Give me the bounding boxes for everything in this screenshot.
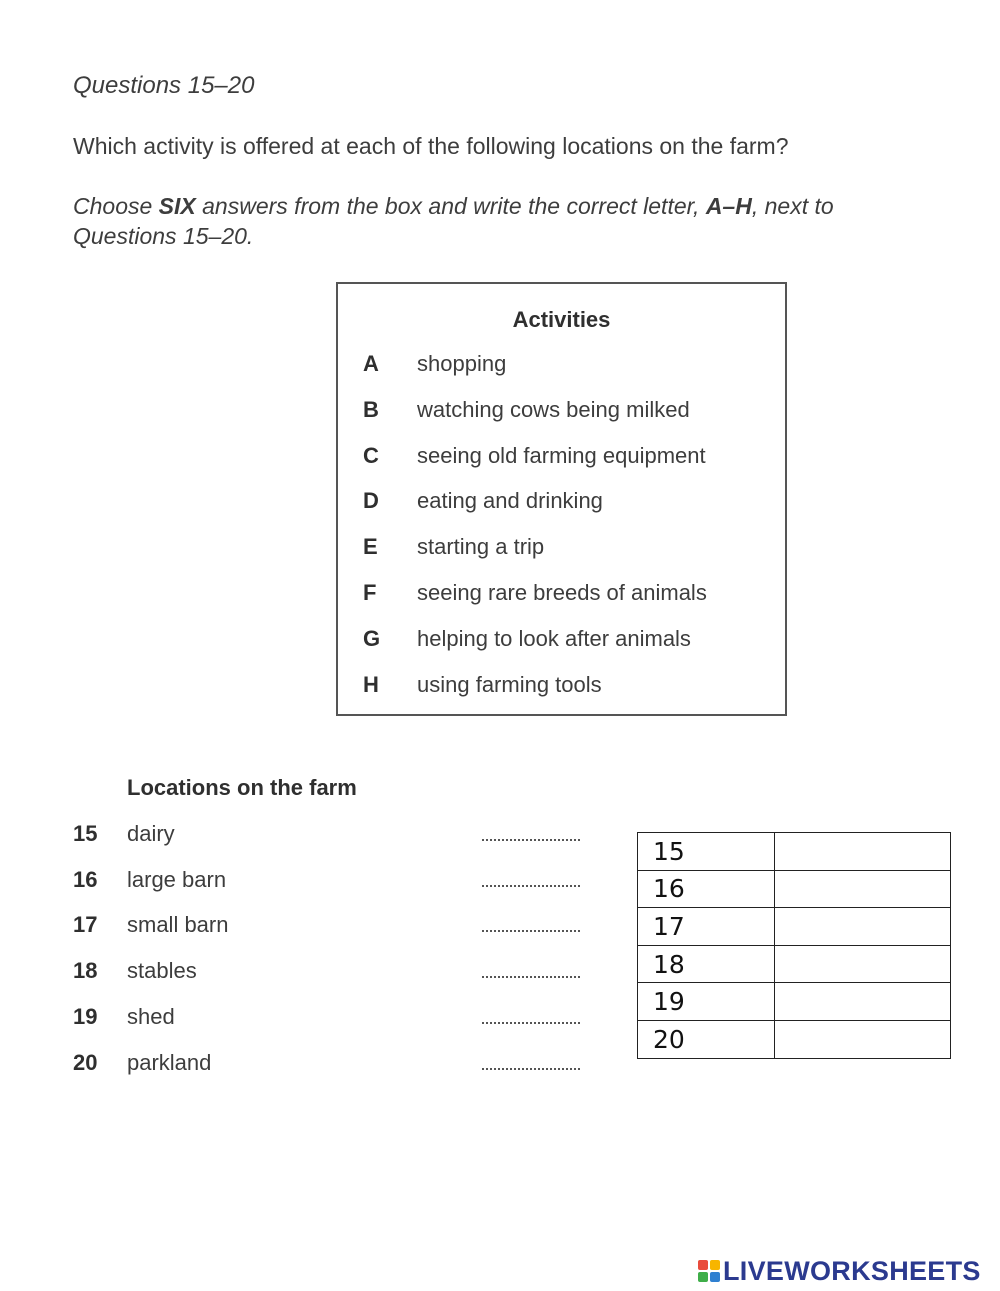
activity-letter: F	[363, 580, 377, 605]
activity-letter: A	[363, 351, 379, 376]
answer-dotted-line	[482, 1068, 580, 1070]
answer-dotted-line	[482, 839, 580, 841]
questions-title: Questions 15–20	[73, 72, 255, 99]
activity-text: starting a trip	[417, 534, 545, 559]
logo-block	[698, 1272, 708, 1282]
location-name: large barn	[127, 867, 227, 892]
logo-text: LIVEWORKSHEETS	[723, 1255, 981, 1286]
answer-row-number: 15	[638, 833, 775, 871]
location-item	[73, 867, 593, 897]
answer-input-cell[interactable]	[775, 1020, 951, 1058]
location-number: 19	[73, 1004, 98, 1029]
location-name: stables	[127, 958, 197, 983]
answer-row-number: 16	[638, 870, 775, 908]
answer-table	[637, 832, 951, 1059]
activity-letter: G	[363, 626, 381, 651]
answer-dotted-line	[482, 976, 580, 978]
logo-blocks-icon	[698, 1260, 720, 1282]
answer-row-number: 17	[638, 908, 775, 946]
table-row	[638, 833, 951, 871]
answer-dotted-line	[482, 930, 580, 932]
answer-row-number: 19	[638, 983, 775, 1021]
activity-text: seeing old farming equipment	[417, 443, 706, 468]
location-name: small barn	[127, 912, 229, 937]
location-name: shed	[127, 1004, 175, 1029]
activity-letter: C	[363, 443, 379, 468]
answer-input-cell[interactable]	[775, 908, 951, 946]
table-row	[638, 908, 951, 946]
activity-text: shopping	[417, 351, 507, 376]
question-text: Which activity is offered at each of the following locations on the farm?	[73, 133, 789, 159]
logo-block	[710, 1260, 720, 1270]
activity-letter: D	[363, 488, 379, 513]
answer-input-cell[interactable]	[775, 983, 951, 1021]
location-number: 17	[73, 912, 98, 937]
activities-box	[336, 282, 787, 716]
liveworksheets-logo	[698, 1254, 981, 1288]
table-row	[638, 945, 951, 983]
answer-dotted-line	[482, 1022, 580, 1024]
location-item	[73, 1050, 593, 1080]
table-row	[638, 1020, 951, 1058]
answer-input-cell[interactable]	[775, 945, 951, 983]
location-item	[73, 821, 593, 851]
location-number: 18	[73, 958, 98, 983]
answer-dotted-line	[482, 885, 580, 887]
logo-block	[698, 1260, 708, 1270]
location-item	[73, 958, 593, 988]
activity-text: seeing rare breeds of animals	[417, 580, 707, 605]
answer-row-number: 18	[638, 945, 775, 983]
answer-row-number: 20	[638, 1020, 775, 1058]
locations-title: Locations on the farm	[127, 775, 357, 800]
location-name: parkland	[127, 1050, 212, 1075]
table-row	[638, 870, 951, 908]
answer-input-cell[interactable]	[775, 833, 951, 871]
activity-letter: E	[363, 534, 378, 559]
activity-text: using farming tools	[417, 672, 602, 697]
activity-text: eating and drinking	[417, 488, 603, 513]
location-number: 15	[73, 821, 98, 846]
activity-text: watching cows being milked	[417, 397, 690, 422]
answer-input-cell[interactable]	[775, 870, 951, 908]
location-name: dairy	[127, 821, 175, 846]
activity-letter: H	[363, 672, 379, 697]
location-item	[73, 912, 593, 942]
activities-title: Activities	[512, 307, 611, 332]
location-number: 16	[73, 867, 98, 892]
instruction-text: Choose SIX answers from the box and write the correct letter, A–H, next to Questions 15–20.	[73, 193, 834, 249]
activity-letter: B	[363, 397, 379, 422]
activity-text: helping to look after animals	[417, 626, 691, 651]
logo-block	[710, 1272, 720, 1282]
location-item	[73, 1004, 593, 1034]
location-number: 20	[73, 1050, 98, 1075]
table-row	[638, 983, 951, 1021]
